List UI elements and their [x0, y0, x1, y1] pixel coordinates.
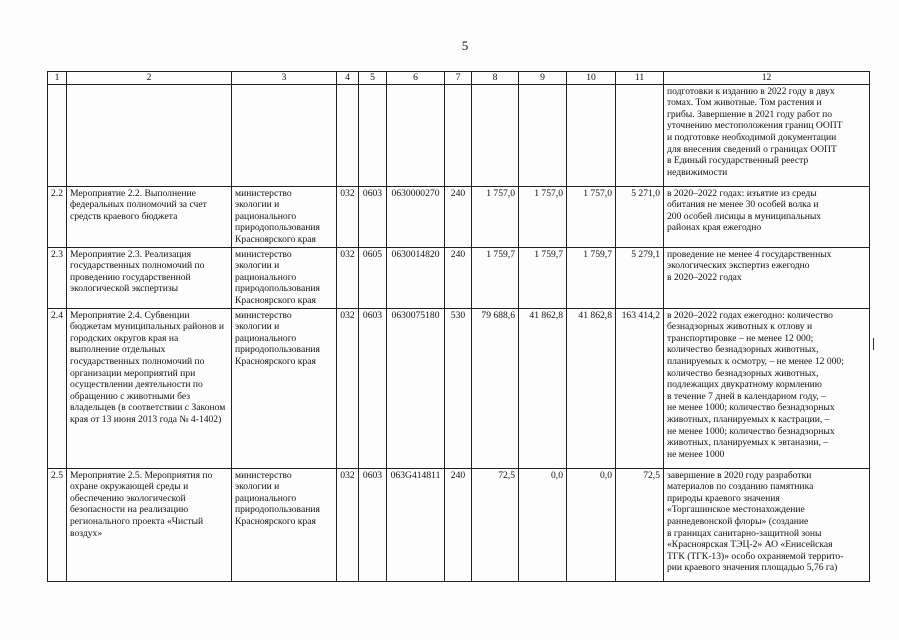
amount-2020-cell — [472, 247, 519, 308]
event-name: Мероприятие 2.5. Мероприятия по охране окружающей среды и обеспечению экологической безопасности на реализацию регионального проекта «Чистый воздух» — [70, 469, 213, 539]
amount-2021: 1 759,7 — [534, 248, 563, 260]
section-code-cell — [359, 84, 387, 186]
amount-total-cell — [616, 468, 664, 581]
event-name: Мероприятие 2.3. Реализация государственных полномочий по проведению государственной экологической экспертизы — [70, 248, 205, 295]
amount-2020-cell — [472, 186, 519, 247]
amount-total-cell — [616, 186, 664, 247]
row-number-cell — [48, 308, 67, 468]
header-cell: 5 — [359, 72, 387, 85]
section-code-cell — [359, 186, 387, 247]
expense-type-code-cell — [445, 247, 472, 308]
amount-2020: 72,5 — [498, 469, 515, 481]
header-cell: 10 — [567, 72, 616, 85]
event-name-cell — [67, 247, 232, 308]
target-article-code: 063G414811 — [390, 469, 441, 481]
row-number: 2.3 — [51, 248, 63, 260]
target-article-code-cell — [387, 308, 445, 468]
row-number: 2.4 — [51, 309, 63, 321]
expected-result: в 2020–2022 годах ежегодно: количество безнадзорных животных к отлову и транспортировке – не менее 12 000; количество безнадзорных животных, планируемых к осмотру, – не менее 12 000; количество безнадзорных животных, подлежащих двукратному кормлению в течение 7 дней в календарном году, – не менее 1000; количество безнадзорных животных, планируемых к кастрации, – не менее 1000; количество безнадзорных животных, планируемых к эвтаназии, – не менее 1000 — [667, 309, 844, 460]
expense-type-code-cell — [445, 186, 472, 247]
amount-total-cell — [616, 247, 664, 308]
executor-cell — [232, 186, 337, 247]
header-cell: 2 — [67, 72, 232, 85]
row-number-cell — [48, 468, 67, 581]
amount-2022-cell — [567, 186, 616, 247]
amount-total: 5 279,1 — [631, 248, 660, 260]
table-row — [48, 84, 870, 186]
expected-result: завершение в 2020 году разработки материалов по созданию памятника природы краевого значения «Торгашинское местонахождение раннедевонской флоры» (создание в границах санитарно-защитной зоны «Красноярская ТЭЦ-2» АО «Енисейская ТГК (ТГК-13)» особо охраняемой террито- рии краевого значения площадью 5,76 га) — [667, 469, 844, 574]
expense-type-code: 240 — [450, 248, 466, 260]
header-cell: 11 — [616, 72, 664, 85]
target-article-code-cell — [387, 247, 445, 308]
target-article-code: 0630014820 — [391, 248, 440, 260]
target-article-code-cell — [387, 186, 445, 247]
grbs-code-cell — [337, 308, 359, 468]
executor-cell — [232, 468, 337, 581]
amount-total: 5 271,0 — [631, 187, 660, 199]
target-article-code-cell — [387, 84, 445, 186]
amount-2021: 1 757,0 — [534, 187, 563, 199]
row-number: 2.2 — [51, 187, 63, 199]
section-code: 0603 — [362, 469, 383, 481]
amount-2020-cell — [472, 468, 519, 581]
executor: министерство экологии и рационального природопользования Красноярского края — [235, 248, 320, 306]
header-cell: 8 — [472, 72, 519, 85]
amount-2022: 0,0 — [600, 469, 612, 481]
grbs-code-cell — [337, 84, 359, 186]
header-cell: 1 — [48, 72, 67, 85]
amount-2021-cell — [519, 308, 567, 468]
table-row — [48, 247, 870, 308]
expense-type-code-cell — [445, 84, 472, 186]
amount-total: 72,5 — [643, 469, 660, 481]
row-number-cell — [48, 186, 67, 247]
expense-type-code-cell — [445, 468, 472, 581]
expense-type-code: 240 — [450, 469, 466, 481]
amount-2021-cell — [519, 186, 567, 247]
amount-2021: 0,0 — [551, 469, 563, 481]
expected-result-cell — [664, 308, 870, 468]
expected-result: в 2020–2022 годах: изъятие из среды обитания не менее 30 особей волка и 200 особей лисицы в муниципальных районах края ежегодно — [667, 187, 822, 234]
executor-cell — [232, 84, 337, 186]
amount-2020: 1 759,7 — [486, 248, 515, 260]
expected-result-cell — [664, 247, 870, 308]
grbs-code: 032 — [340, 309, 355, 321]
grbs-code: 032 — [340, 469, 355, 481]
amount-2022: 1 759,7 — [583, 248, 612, 260]
program-table — [47, 71, 870, 582]
amount-2022-cell — [567, 84, 616, 186]
amount-2021: 41 862,8 — [529, 309, 563, 321]
amount-total: 163 414,2 — [621, 309, 660, 321]
event-name-cell — [67, 468, 232, 581]
amount-total-cell — [616, 84, 664, 186]
header-row — [48, 72, 870, 85]
event-name: Мероприятие 2.2. Выполнение федеральных полномочий за счет средств краевого бюджета — [70, 187, 207, 222]
amount-2020: 79 688,6 — [481, 309, 515, 321]
expected-result-cell — [664, 186, 870, 247]
section-code: 0603 — [362, 187, 383, 199]
header-cell: 4 — [337, 72, 359, 85]
amount-2022-cell — [567, 468, 616, 581]
amount-2022-cell — [567, 308, 616, 468]
amount-2020: 1 757,0 — [486, 187, 515, 199]
grbs-code-cell — [337, 468, 359, 581]
expected-result: проведение не менее 4 государственных экологических экспертиз ежегодно в 2020–2022 годах — [667, 248, 832, 283]
row-number-cell — [48, 247, 67, 308]
executor-cell — [232, 308, 337, 468]
section-code-cell — [359, 468, 387, 581]
amount-2021-cell — [519, 84, 567, 186]
event-name-cell — [67, 308, 232, 468]
executor-cell — [232, 247, 337, 308]
amount-total-cell — [616, 308, 664, 468]
row-number: 2.5 — [51, 469, 63, 481]
amount-2022: 41 862,8 — [578, 309, 612, 321]
section-code-cell — [359, 247, 387, 308]
amount-2022: 1 757,0 — [583, 187, 612, 199]
section-code: 0605 — [362, 248, 383, 260]
event-name-cell — [67, 84, 232, 186]
expected-result: подготовки к изданию в 2022 году в двух томах. Том животные. Том растения и грибы. Завершение в 2021 году работ по уточнению местоположения границ ООПТ и подготовке необходимой документации для внесения сведений о границах ООПТ в Единый государственный реестр недвижимости — [667, 85, 843, 178]
page-number: 5 — [461, 38, 469, 53]
grbs-code-cell — [337, 247, 359, 308]
expense-type-code: 240 — [450, 187, 466, 199]
grbs-code-cell — [337, 186, 359, 247]
section-code-cell — [359, 308, 387, 468]
header-cell: 3 — [232, 72, 337, 85]
amount-2020-cell — [472, 308, 519, 468]
table-row — [48, 468, 870, 581]
section-code: 0603 — [362, 309, 383, 321]
header-cell: 12 — [664, 72, 870, 85]
amount-2021-cell — [519, 468, 567, 581]
header-cell: 9 — [519, 72, 567, 85]
expected-result-cell — [664, 84, 870, 186]
table-row — [48, 186, 870, 247]
event-name-cell — [67, 186, 232, 247]
event-name: Мероприятие 2.4. Субвенции бюджетам муниципальных районов и городских округов края на выполнение отдельных государственных полномочий по организации мероприятий при осуществлении деятельности по обращению с животными без владельцев (в соответствии с Законом края от 13 июня 2013 года № 4-1402) — [70, 309, 226, 425]
header-cell: 6 — [387, 72, 445, 85]
executor: министерство экологии и рационального природопользования Красноярского края — [235, 309, 320, 367]
executor: министерство экологии и рационального природопользования Красноярского края — [235, 469, 320, 527]
amount-2020-cell — [472, 84, 519, 186]
amount-2022-cell — [567, 247, 616, 308]
amount-2021-cell — [519, 247, 567, 308]
margin-mark — [873, 338, 874, 350]
target-article-code: 0630000270 — [391, 187, 440, 199]
target-article-code-cell — [387, 468, 445, 581]
expense-type-code: 530 — [450, 309, 466, 321]
expected-result-cell — [664, 468, 870, 581]
executor: министерство экологии и рационального природопользования Красноярского края — [235, 187, 320, 245]
table-row — [48, 308, 870, 468]
grbs-code: 032 — [340, 187, 355, 199]
row-number-cell — [48, 84, 67, 186]
target-article-code: 0630075180 — [391, 309, 440, 321]
expense-type-code-cell — [445, 308, 472, 468]
header-cell: 7 — [445, 72, 472, 85]
grbs-code: 032 — [340, 248, 355, 260]
